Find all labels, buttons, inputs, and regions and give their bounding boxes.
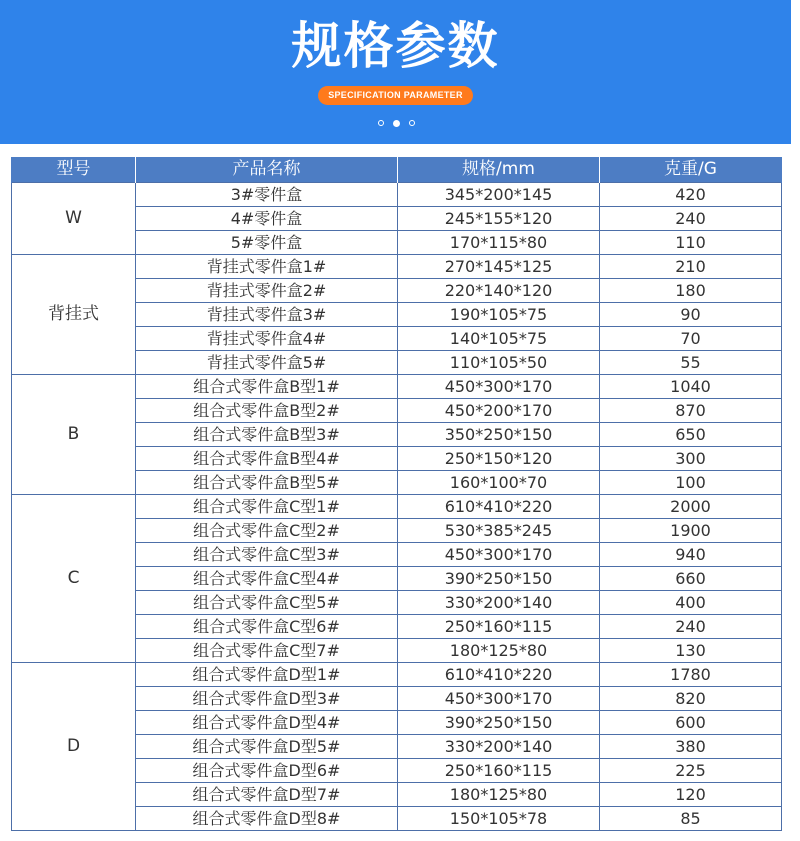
table-row	[12, 375, 782, 399]
dimensions-cell: 220*140*120	[398, 279, 600, 303]
product-name-cell: 4#零件盒	[136, 207, 398, 231]
table-header-row	[12, 157, 782, 183]
weight-cell: 940	[600, 543, 782, 567]
weight-cell: 120	[600, 783, 782, 807]
dimensions-cell: 390*250*150	[398, 567, 600, 591]
dimensions-cell: 180*125*80	[398, 639, 600, 663]
weight-cell: 650	[600, 423, 782, 447]
weight-cell: 420	[600, 183, 782, 207]
product-name-cell: 组合式零件盒B型3#	[136, 423, 398, 447]
header-banner	[0, 0, 791, 144]
dimensions-cell: 450*200*170	[398, 399, 600, 423]
dimensions-cell: 180*125*80	[398, 783, 600, 807]
product-name-cell: 背挂式零件盒1#	[136, 255, 398, 279]
weight-cell: 55	[600, 351, 782, 375]
dimensions-cell: 250*160*115	[398, 615, 600, 639]
product-name-cell: 组合式零件盒C型3#	[136, 543, 398, 567]
product-name-cell: 组合式零件盒D型8#	[136, 807, 398, 831]
table-row	[12, 255, 782, 279]
weight-cell: 380	[600, 735, 782, 759]
product-name-cell: 组合式零件盒D型4#	[136, 711, 398, 735]
dimensions-cell: 110*105*50	[398, 351, 600, 375]
product-name-cell: 组合式零件盒C型7#	[136, 639, 398, 663]
weight-cell: 820	[600, 687, 782, 711]
product-name-cell: 组合式零件盒C型5#	[136, 591, 398, 615]
header-model: 型号	[12, 157, 136, 183]
product-name-cell: 组合式零件盒D型5#	[136, 735, 398, 759]
product-name-cell: 组合式零件盒B型1#	[136, 375, 398, 399]
weight-cell: 225	[600, 759, 782, 783]
dimensions-cell: 350*250*150	[398, 423, 600, 447]
table-row	[12, 183, 782, 207]
product-name-cell: 3#零件盒	[136, 183, 398, 207]
model-cell: W	[12, 183, 136, 255]
weight-cell: 870	[600, 399, 782, 423]
spec-table	[11, 157, 782, 831]
dimensions-cell: 270*145*125	[398, 255, 600, 279]
carousel-indicator	[0, 120, 791, 130]
subtitle-badge: SPECIFICATION PARAMETER	[318, 86, 473, 105]
dimensions-cell: 330*200*140	[398, 735, 600, 759]
dimensions-cell: 610*410*220	[398, 663, 600, 687]
model-cell: C	[12, 495, 136, 663]
weight-cell: 1040	[600, 375, 782, 399]
weight-cell: 70	[600, 327, 782, 351]
dimensions-cell: 190*105*75	[398, 303, 600, 327]
product-name-cell: 背挂式零件盒4#	[136, 327, 398, 351]
dimensions-cell: 250*160*115	[398, 759, 600, 783]
table-body	[12, 183, 782, 831]
dimensions-cell: 140*105*75	[398, 327, 600, 351]
product-name-cell: 组合式零件盒D型1#	[136, 663, 398, 687]
weight-cell: 1900	[600, 519, 782, 543]
product-name-cell: 背挂式零件盒3#	[136, 303, 398, 327]
dimensions-cell: 170*115*80	[398, 231, 600, 255]
header-weight: 克重/G	[600, 157, 782, 183]
table-row	[12, 495, 782, 519]
weight-cell: 100	[600, 471, 782, 495]
dimensions-cell: 530*385*245	[398, 519, 600, 543]
weight-cell: 130	[600, 639, 782, 663]
dimensions-cell: 250*150*120	[398, 447, 600, 471]
weight-cell: 110	[600, 231, 782, 255]
dimensions-cell: 345*200*145	[398, 183, 600, 207]
product-name-cell: 组合式零件盒B型5#	[136, 471, 398, 495]
dimensions-cell: 450*300*170	[398, 687, 600, 711]
product-name-cell: 背挂式零件盒5#	[136, 351, 398, 375]
product-name-cell: 组合式零件盒D型7#	[136, 783, 398, 807]
weight-cell: 400	[600, 591, 782, 615]
product-name-cell: 组合式零件盒B型2#	[136, 399, 398, 423]
model-cell: 背挂式	[12, 255, 136, 375]
product-name-cell: 组合式零件盒D型6#	[136, 759, 398, 783]
dimensions-cell: 390*250*150	[398, 711, 600, 735]
carousel-dot[interactable]	[378, 120, 384, 126]
carousel-dot[interactable]	[409, 120, 415, 126]
weight-cell: 180	[600, 279, 782, 303]
product-name-cell: 组合式零件盒D型3#	[136, 687, 398, 711]
weight-cell: 210	[600, 255, 782, 279]
dimensions-cell: 245*155*120	[398, 207, 600, 231]
weight-cell: 600	[600, 711, 782, 735]
dimensions-cell: 330*200*140	[398, 591, 600, 615]
product-name-cell: 组合式零件盒C型4#	[136, 567, 398, 591]
weight-cell: 1780	[600, 663, 782, 687]
product-name-cell: 组合式零件盒C型2#	[136, 519, 398, 543]
weight-cell: 2000	[600, 495, 782, 519]
product-name-cell: 组合式零件盒C型6#	[136, 615, 398, 639]
dimensions-cell: 160*100*70	[398, 471, 600, 495]
header-dimensions: 规格/mm	[398, 157, 600, 183]
dimensions-cell: 450*300*170	[398, 375, 600, 399]
weight-cell: 240	[600, 615, 782, 639]
page-title: 规格参数	[291, 17, 500, 75]
product-name-cell: 组合式零件盒B型4#	[136, 447, 398, 471]
weight-cell: 85	[600, 807, 782, 831]
dimensions-cell: 450*300*170	[398, 543, 600, 567]
weight-cell: 660	[600, 567, 782, 591]
dimensions-cell: 610*410*220	[398, 495, 600, 519]
product-name-cell: 背挂式零件盒2#	[136, 279, 398, 303]
carousel-dot-active[interactable]	[393, 120, 400, 127]
product-name-cell: 5#零件盒	[136, 231, 398, 255]
table-row	[12, 663, 782, 687]
dimensions-cell: 150*105*78	[398, 807, 600, 831]
weight-cell: 90	[600, 303, 782, 327]
model-cell: D	[12, 663, 136, 831]
weight-cell: 240	[600, 207, 782, 231]
model-cell: B	[12, 375, 136, 495]
weight-cell: 300	[600, 447, 782, 471]
product-name-cell: 组合式零件盒C型1#	[136, 495, 398, 519]
header-product-name: 产品名称	[136, 157, 398, 183]
